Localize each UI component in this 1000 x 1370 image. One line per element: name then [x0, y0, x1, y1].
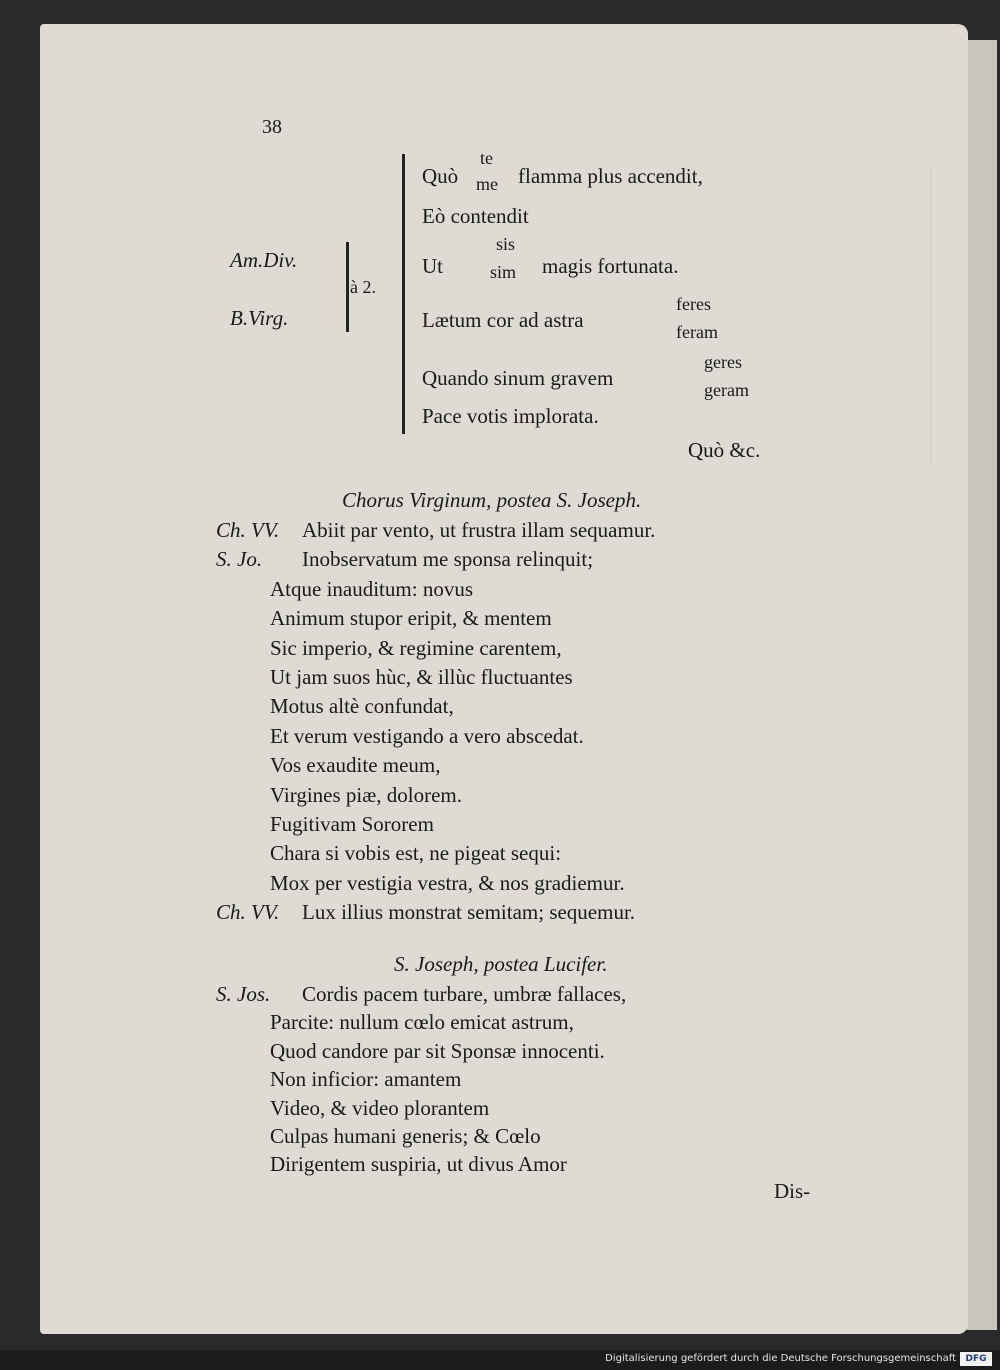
lines-brace [402, 154, 405, 434]
duet-line: magis fortunata. [542, 254, 679, 278]
speaker-label: S. Jos. [216, 982, 271, 1006]
verse-line: Quod candore par sit Sponsæ innocenti. [270, 1038, 605, 1063]
verse-line: Abiit par vento, ut frustra illam sequamur. [302, 518, 656, 542]
speaker-label: Am.Div. [230, 248, 298, 272]
footer-credit: Digitalisierung gefördert durch die Deutsche Forschungsgemeinschaft [605, 1353, 956, 1364]
alt-word: feram [676, 322, 718, 342]
dfg-logo: DFG [960, 1352, 992, 1366]
verse-line: Ut jam suos hùc, & illùc fluctuantes [270, 665, 573, 689]
alt-word: sim [490, 262, 517, 282]
repeat-marker: Quò &c. [688, 438, 761, 462]
verse-line: Inobservatum me sponsa relinquit; [302, 547, 594, 572]
duet-line: Lætum cor ad astra [422, 308, 584, 332]
section-heading: Chorus Virginum, postea S. Joseph. [342, 488, 642, 512]
verse-line: Culpas humani generis; & Cœlo [270, 1124, 541, 1148]
speaker-label: Ch. VV. [216, 518, 280, 542]
catchword: Dis- [774, 1179, 811, 1203]
verse-line: Virgines piæ, dolorem. [270, 782, 463, 807]
duet-line: Eò contendit [422, 204, 529, 228]
verse-line: Atque inauditum: novus [270, 576, 473, 601]
duet-marker: à 2. [350, 277, 376, 297]
alt-word: sis [496, 234, 516, 254]
duet-line: Pace votis implorata. [422, 404, 599, 428]
alt-word: geres [704, 352, 742, 372]
duet-line: Quò [422, 164, 459, 188]
verse-line: Cordis pacem turbare, umbræ fallaces, [302, 982, 627, 1006]
verse-line: Vos exaudite meum, [270, 753, 441, 778]
speaker-label: Ch. VV. [216, 900, 280, 925]
verse-line: Video, & video plorantem [270, 1095, 490, 1120]
section-heading: S. Joseph, postea Lucifer. [394, 952, 608, 976]
alt-word: te [480, 148, 493, 168]
verse-line: Non inficior: amantem [270, 1067, 462, 1092]
verse-line: Et verum vestigando a vero abscedat. [270, 723, 584, 748]
verse-line: Animum stupor eripit, & mentem [270, 606, 552, 631]
footer-bar [0, 1350, 1000, 1370]
verse-line: Lux illius monstrat semitam; sequemur. [302, 900, 636, 925]
bleed-through-texture [780, 164, 931, 464]
speaker-brace [338, 242, 349, 332]
verse-line: Fugitivam Sororem [270, 812, 434, 836]
speaker-label: S. Jo. [216, 547, 263, 572]
speaker-label: B.Virg. [230, 306, 289, 330]
verse-line: Motus altè confundat, [270, 694, 454, 719]
duet-line: Ut [422, 254, 443, 278]
verse-line: Chara si vobis est, ne pigeat sequi: [270, 841, 562, 866]
verse-line: Mox per vestigia vestra, & nos gradiemur. [270, 870, 625, 895]
page-number: 38 [262, 116, 282, 138]
verse-line: Dirigentem suspiria, ut divus Amor [270, 1152, 567, 1177]
book-page [40, 24, 968, 1334]
alt-word: geram [704, 380, 749, 400]
alt-word: feres [676, 294, 711, 314]
duet-line: Quando sinum gravem [422, 366, 614, 390]
facing-page-edge [965, 40, 997, 1330]
alt-word: me [476, 174, 498, 194]
duet-line: flamma plus accendit, [518, 164, 703, 188]
verse-line: Parcite: nullum cœlo emicat astrum, [270, 1010, 574, 1035]
verse-line: Sic imperio, & regimine carentem, [270, 635, 562, 660]
